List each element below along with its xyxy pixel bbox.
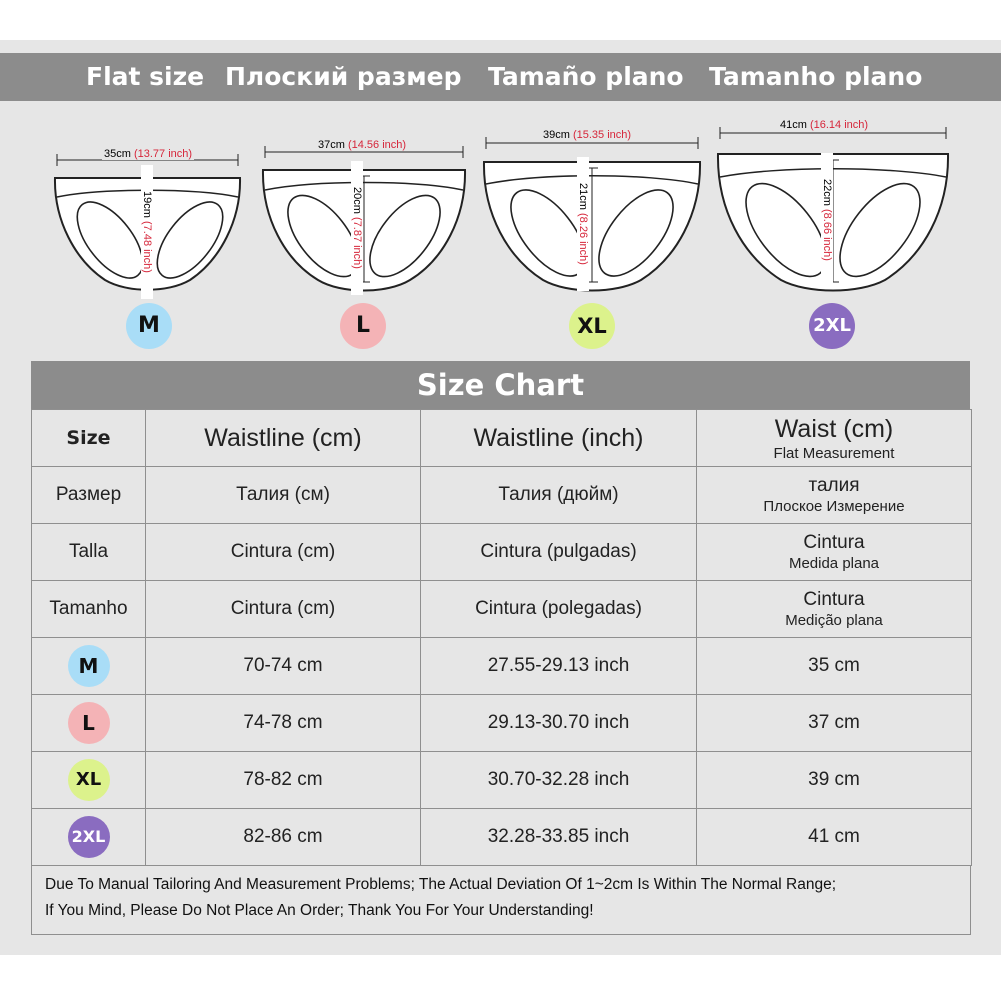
cell-col2: Cintura (polegadas)	[421, 581, 697, 638]
height-inch: (8.26 inch)	[577, 212, 589, 265]
waistline-cm-header: Waistline (cm)	[146, 410, 421, 467]
table-row-size-l	[32, 695, 972, 752]
cell-col3-sub: Плоское Измерение	[763, 498, 905, 515]
height-label-2xl	[821, 153, 833, 287]
size-badge-xl: XL	[68, 759, 110, 801]
garment-m	[50, 140, 245, 300]
flat-cm-value: 39 cm	[697, 752, 972, 809]
width-cm: 39cm	[543, 129, 570, 141]
table-row-size-m	[32, 638, 972, 695]
cell-col1: Cintura (cm)	[146, 524, 421, 581]
note-line-2: If You Mind, Please Do Not Place An Order; Thank You For Your Understanding!	[45, 902, 594, 919]
height-inch: (8.66 inch)	[821, 208, 833, 261]
row-label: Talla	[32, 524, 146, 581]
row-label: Размер	[32, 467, 146, 524]
height-cm: 22cm	[821, 179, 833, 206]
cell-col3	[697, 524, 972, 581]
table-row-translation-ru	[32, 467, 972, 524]
size-badge-m: M	[126, 303, 172, 349]
cell-col3	[697, 581, 972, 638]
height-cm: 19cm	[141, 191, 153, 218]
deviation-note	[31, 866, 971, 935]
size-chart-table	[31, 409, 972, 866]
waist-cm-heading: Waist (cm)	[774, 414, 894, 443]
waist-inch-value: 27.55-29.13 inch	[421, 638, 697, 695]
size-header: Size	[32, 410, 146, 467]
garment-2xl	[715, 110, 951, 300]
waist-cm-value: 82-86 cm	[146, 809, 421, 866]
waist-cm-value: 74-78 cm	[146, 695, 421, 752]
table-row-translation-es	[32, 524, 972, 581]
width-cm: 35cm	[104, 148, 131, 160]
width-label-xl	[541, 129, 633, 141]
table-header-row	[32, 410, 972, 467]
waist-inch-value: 30.70-32.28 inch	[421, 752, 697, 809]
flat-cm-value: 35 cm	[697, 638, 972, 695]
width-label-l	[316, 139, 408, 151]
size-badge-2xl: 2XL	[809, 303, 855, 349]
table-row-size-xl	[32, 752, 972, 809]
flat-size-label-en: Flat size	[86, 62, 205, 91]
height-label-l	[351, 161, 363, 295]
size-badge-l: L	[340, 303, 386, 349]
underwear-2xl-drawing	[715, 110, 951, 300]
width-inch: (16.14 inch)	[809, 119, 869, 131]
width-cm: 41cm	[780, 119, 807, 131]
height-inch: (7.48 inch)	[141, 220, 153, 273]
cell-col1: Cintura (cm)	[146, 581, 421, 638]
note-line-1: Due To Manual Tailoring And Measurement Problems; The Actual Deviation Of 1~2cm Is Within The Normal Range;	[45, 876, 837, 893]
flat-size-label-es: Tamaño plano	[488, 62, 684, 91]
height-cm: 21cm	[577, 183, 589, 210]
width-inch: (14.56 inch)	[347, 139, 407, 151]
width-inch: (13.77 inch)	[133, 148, 193, 160]
flat-size-banner	[0, 53, 1001, 101]
waist-flat-header	[697, 410, 972, 467]
waistline-inch-header: Waistline (inch)	[421, 410, 697, 467]
size-cell	[32, 809, 146, 866]
underwear-l-drawing	[260, 130, 468, 300]
flat-cm-value: 41 cm	[697, 809, 972, 866]
flat-size-label-pt: Tamanho plano	[709, 62, 923, 91]
cell-col1: Талия (см)	[146, 467, 421, 524]
cell-col3-main: талия	[808, 475, 860, 496]
cell-col3-sub: Medição plana	[785, 612, 883, 629]
cell-col2: Cintura (pulgadas)	[421, 524, 697, 581]
cell-col2: Талия (дюйм)	[421, 467, 697, 524]
height-inch: (7.87 inch)	[351, 216, 363, 269]
size-cell	[32, 638, 146, 695]
size-chart-title: Size Chart	[31, 361, 970, 409]
height-label-xl	[577, 157, 589, 291]
height-label-m	[141, 165, 153, 299]
cell-col3-main: Cintura	[803, 532, 865, 553]
flat-cm-value: 37 cm	[697, 695, 972, 752]
width-label-2xl	[778, 119, 870, 131]
size-cell	[32, 695, 146, 752]
cell-col3-sub: Medida plana	[788, 555, 880, 572]
waist-cm-value: 78-82 cm	[146, 752, 421, 809]
table-row-translation-pt	[32, 581, 972, 638]
size-badge-l: L	[68, 702, 110, 744]
width-inch: (15.35 inch)	[572, 129, 632, 141]
size-badge-m: M	[68, 645, 110, 687]
table-row-size-2xl	[32, 809, 972, 866]
width-label-m	[102, 148, 194, 160]
garment-l	[260, 130, 468, 300]
size-cell	[32, 752, 146, 809]
size-badge-2xl: 2XL	[68, 816, 110, 858]
size-badge-xl: XL	[569, 303, 615, 349]
cell-col3	[697, 467, 972, 524]
flat-size-label-ru: Плоский размер	[225, 62, 462, 91]
height-cm: 20cm	[351, 187, 363, 214]
cell-col3-main: Cintura	[803, 589, 865, 610]
waist-cm-value: 70-74 cm	[146, 638, 421, 695]
underwear-xl-drawing	[481, 120, 703, 300]
flat-measurement-sub: Flat Measurement	[773, 444, 895, 462]
waist-inch-value: 32.28-33.85 inch	[421, 809, 697, 866]
waist-inch-value: 29.13-30.70 inch	[421, 695, 697, 752]
width-cm: 37cm	[318, 139, 345, 151]
garment-xl	[481, 120, 703, 300]
row-label: Tamanho	[32, 581, 146, 638]
